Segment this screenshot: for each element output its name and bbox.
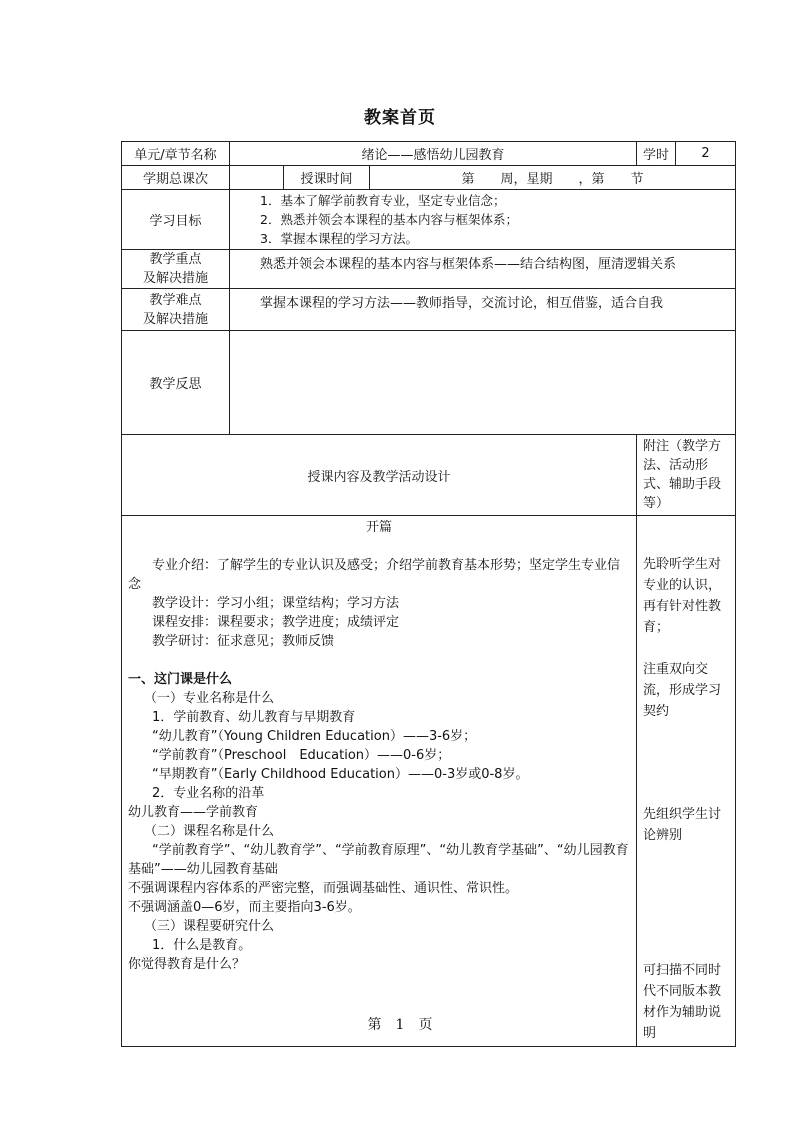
unit-label: 单元/章节名称 bbox=[122, 142, 230, 166]
design-line: 教学设计：学习小组；课堂结构；学习方法 bbox=[152, 596, 400, 611]
hours-label: 学时 bbox=[637, 142, 676, 166]
sub-heading: （二）课程名称是什么 bbox=[144, 824, 275, 839]
term-row bbox=[122, 166, 736, 190]
opening-heading: 开篇 bbox=[366, 520, 393, 535]
goals-list bbox=[234, 191, 731, 248]
notes-content bbox=[637, 516, 736, 1047]
intro-line: 专业介绍：了解学生的专业认识及感受；介绍学前教育基本形势；坚定学生专业信念 bbox=[128, 558, 621, 592]
difficulties-label-line1: 教学难点 bbox=[149, 292, 202, 308]
section-heading: 一、这门课是什么 bbox=[128, 672, 233, 687]
unit-row bbox=[122, 142, 736, 166]
emphasis-line: 不强调课程内容体系的严密完整，而强调基础性、通识性、常识性。 bbox=[128, 881, 519, 896]
note-item: 先组织学生讨论辨别 bbox=[643, 807, 722, 843]
term-value bbox=[230, 166, 284, 190]
note-item: 先聆听学生对专业的认识，再有针对性教育； bbox=[643, 557, 722, 635]
design-content-row bbox=[122, 516, 736, 1047]
time-value: 第 周，星期 ，第 节 bbox=[370, 166, 736, 190]
goals-cell bbox=[230, 190, 736, 250]
note-item: 注重双向交流，形成学习契约 bbox=[643, 662, 722, 719]
lesson-plan-table bbox=[121, 141, 736, 1047]
design-content bbox=[122, 516, 637, 1047]
definition-line: “早期教育”（Early Childhood Education）——0-3岁或0-8岁。 bbox=[152, 767, 529, 782]
notes-header: 附注（教学方法、活动形式、辅助手段等） bbox=[637, 435, 736, 516]
note-item: 可扫描不同时代不同版本教材作为辅助说明 bbox=[643, 963, 722, 1041]
term-label: 学期总课次 bbox=[122, 166, 230, 190]
document-title: 教案首页 bbox=[364, 108, 436, 128]
course-names: “学前教育学”、“幼儿教育学”、“学前教育原理”、“幼儿教育学基础”、“幼儿园教育基础”——幼儿园教育基础 bbox=[128, 843, 629, 877]
goal-item: 1．基本了解学前教育专业，坚定专业信念； bbox=[260, 193, 506, 208]
reflection-value bbox=[230, 331, 736, 435]
key-points-label-line2: 及解决措施 bbox=[142, 271, 208, 286]
key-points-value: 熟悉并领会本课程的基本内容与框架体系——结合结构图，厘清逻辑关系 bbox=[230, 250, 736, 289]
design-header: 授课内容及教学活动设计 bbox=[122, 435, 637, 516]
item-heading: 2．专业名称的沿革 bbox=[152, 786, 265, 801]
sub-heading: （一）专业名称是什么 bbox=[144, 691, 275, 706]
goals-row bbox=[122, 190, 736, 250]
unit-value: 绪论——感悟幼儿园教育 bbox=[230, 142, 637, 166]
item-heading: 1．学前教育、幼儿教育与早期教育 bbox=[152, 710, 356, 725]
schedule-line: 课程安排：课程要求；教学进度；成绩评定 bbox=[152, 615, 400, 630]
difficulties-row bbox=[122, 289, 736, 331]
item-heading: 1．什么是教育。 bbox=[152, 938, 252, 953]
key-points-row bbox=[122, 250, 736, 289]
definition-line: “学前教育”（Preschool Education）——0-6岁； bbox=[152, 748, 451, 763]
time-label: 授课时间 bbox=[284, 166, 370, 190]
design-header-row bbox=[122, 435, 736, 516]
goals-label: 学习目标 bbox=[122, 190, 230, 250]
question-line: 你觉得教育是什么？ bbox=[128, 957, 246, 972]
difficulties-label bbox=[122, 289, 230, 331]
goal-item: 2．熟悉并领会本课程的基本内容与框架体系； bbox=[260, 212, 518, 227]
evolution-line: 幼儿教育——学前教育 bbox=[128, 805, 259, 820]
emphasis-line: 不强调涵盖0—6岁，而主要指向3-6岁。 bbox=[128, 900, 361, 915]
research-line: 教学研讨：征求意见；教师反馈 bbox=[152, 634, 335, 649]
difficulties-value: 掌握本课程的学习方法——教师指导，交流讨论，相互借鉴，适合自我 bbox=[230, 289, 736, 331]
reflection-label: 教学反思 bbox=[122, 331, 230, 435]
key-points-label bbox=[122, 250, 230, 289]
key-points-label-line1: 教学重点 bbox=[149, 252, 202, 267]
goal-item: 3．掌握本课程的学习方法。 bbox=[260, 231, 418, 246]
hours-value: 2 bbox=[676, 142, 736, 166]
definition-line: “幼儿教育”（Young Children Education）——3-6岁； bbox=[152, 729, 477, 744]
page-number: 第 1 页 bbox=[367, 1017, 433, 1033]
difficulties-label-line2: 及解决措施 bbox=[142, 311, 208, 327]
reflection-row bbox=[122, 331, 736, 435]
sub-heading: （三）课程要研究什么 bbox=[144, 919, 275, 934]
